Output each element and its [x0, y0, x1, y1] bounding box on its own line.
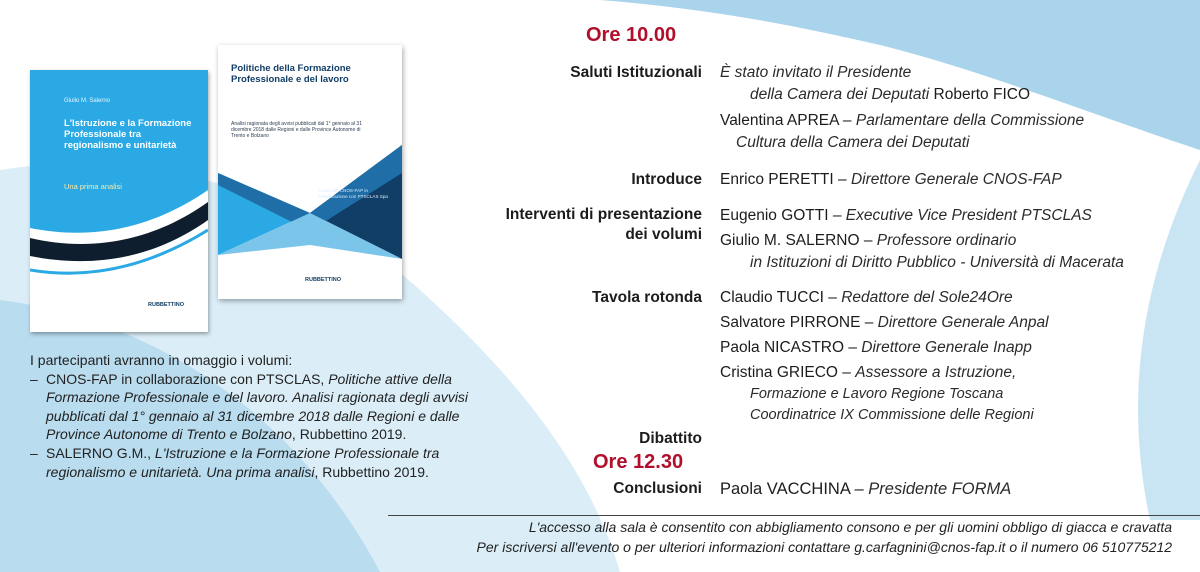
book-cover-politiche: [218, 45, 402, 299]
introduce-name: Enrico PERETTI –: [720, 171, 851, 188]
gift-item-1: [30, 370, 500, 444]
interventi-salerno-name: Giulio M. SALERNO –: [720, 232, 877, 249]
footer-rule: [388, 515, 1200, 516]
saluti-invited: È stato invitato il Presidente: [720, 64, 912, 81]
gift-dash-2: –: [30, 444, 38, 461]
gift-item-1-publisher: , Rubbettino 2019.: [291, 426, 407, 443]
gift-volumes-section: [30, 351, 500, 481]
saluti-aprea-name: Valentina APREA –: [720, 112, 856, 129]
saluti-aprea: [720, 111, 1084, 131]
gift-item-2: [30, 444, 500, 481]
book1-author: Giulio M. Salerno: [64, 98, 111, 104]
tavola-nicastro: [720, 338, 1032, 358]
tavola-grieco-role2: Formazione e Lavoro Regione Toscana: [750, 386, 1004, 402]
label-introduce: Introduce: [631, 171, 702, 188]
book1-title: L'Istruzione e la Formazione Professionale tra regionalismo e unitarietà: [64, 118, 192, 151]
label-interventi: [506, 205, 702, 245]
interventi-gotti-name: Eugenio GOTTI –: [720, 207, 846, 224]
gift-item-1-title: Politiche attive della Formazione Professionale e del lavoro. Analisi ragionata degli avvisi pubblicati dal 1° gennaio al 31 dicembre 2018 dalle Regioni e dalle Province Autonome di Trento e Bolzano: [46, 370, 469, 443]
gift-dash-1: –: [30, 370, 38, 387]
footer-contact: Per iscriversi all'evento o per ulteriori informazioni contattare g.carfagnini@cnos-fap.it o il numero 06 510775212: [476, 539, 1172, 555]
interventi-gotti: [720, 206, 1092, 226]
book-cover-istruzione: [30, 70, 208, 332]
book1-cover-art: [30, 70, 208, 332]
right-blue-swoosh: [1138, 160, 1200, 520]
interventi-salerno: [720, 231, 1016, 251]
gift-item-2-author: SALERNO G.M.,: [46, 444, 155, 461]
label-interventi-line2: dei volumi: [625, 226, 702, 243]
tavola-nicastro-role: Direttore Generale Inapp: [861, 339, 1032, 356]
saluti-fico-role: della Camera dei Deputati: [750, 86, 930, 103]
tavola-pirrone-name: Salvatore PIRRONE –: [720, 314, 878, 331]
interventi-salerno-role2: in Istituzioni di Diritto Pubblico - Università di Macerata: [750, 254, 1124, 271]
conclusioni-name: Paola VACCHINA –: [720, 480, 869, 498]
introduce-role: Direttore Generale CNOS-FAP: [850, 171, 1062, 188]
tavola-grieco-role3: Coordinatrice IX Commissione delle Regioni: [750, 407, 1034, 423]
conclusioni-vacchina: [720, 479, 1011, 499]
footer-dress-code: L'accesso alla sala è consentito con abbigliamento consono e per gli uomini obbligo di giacca e cravatta: [528, 519, 1172, 535]
tavola-pirrone: [720, 313, 1049, 333]
label-interventi-line1: Interventi di presentazione: [505, 206, 702, 223]
label-saluti: Saluti Istituzionali: [570, 64, 702, 81]
gift-intro: I partecipanti avranno in omaggio i volumi:: [30, 352, 293, 368]
book2-note: A cura del CNOS-FAP in collaborazione con PTSCLAS Spa: [318, 188, 388, 199]
tavola-grieco-name: Cristina GRIECO –: [720, 364, 856, 381]
saluti-fico-name: Roberto FICO: [929, 86, 1030, 103]
saluti-fico: [750, 85, 1030, 105]
book1-publisher: RUBBETTINO: [148, 302, 185, 308]
time-conclusion: Ore 12.30: [593, 451, 684, 473]
label-conclusioni: Conclusioni: [613, 480, 702, 497]
book2-subtitle: Analisi ragionata degli avvisi pubblicati dal 1° gennaio al 31 dicembre 2018 dalle Regioni e dalle Province Autonome di Trento e Bolzano: [231, 121, 362, 140]
tavola-grieco: [720, 363, 1016, 383]
tavola-pirrone-role: Direttore Generale Anpal: [877, 314, 1049, 331]
tavola-tucci-role: Redattore del Sole24Ore: [841, 289, 1013, 306]
introduce-peretti: [720, 170, 1062, 190]
interventi-gotti-role: Executive Vice President PTSCLAS: [845, 207, 1092, 224]
conclusioni-role: Presidente FORMA: [868, 480, 1012, 498]
interventi-salerno-role: Professore ordinario: [876, 232, 1017, 249]
saluti-aprea-role2: Cultura della Camera dei Deputati: [736, 134, 970, 151]
book2-publisher: RUBBETTINO: [305, 277, 342, 283]
book2-title: Politiche della Formazione Professionale e del lavoro: [231, 63, 351, 85]
gift-item-1-author: CNOS-FAP in collaborazione con PTSCLAS,: [46, 370, 329, 387]
gift-item-2-title: L'Istruzione e la Formazione Professionale tra regionalismo e unitarietà. Una prima analisi: [46, 444, 440, 480]
tavola-tucci: [720, 288, 1013, 308]
time-start: Ore 10.00: [586, 24, 677, 46]
gift-item-2-publisher: , Rubbettino 2019.: [314, 463, 429, 480]
tavola-grieco-role: Assessore a Istruzione,: [855, 364, 1017, 381]
tavola-tucci-name: Claudio TUCCI –: [720, 289, 842, 306]
label-dibattito: Dibattito: [639, 430, 702, 447]
tavola-nicastro-name: Paola NICASTRO –: [720, 339, 862, 356]
label-tavola-rotonda: Tavola rotonda: [592, 289, 702, 306]
saluti-aprea-role: Parlamentare della Commissione: [855, 112, 1085, 129]
book1-subtitle: Una prima analisi: [64, 182, 122, 191]
